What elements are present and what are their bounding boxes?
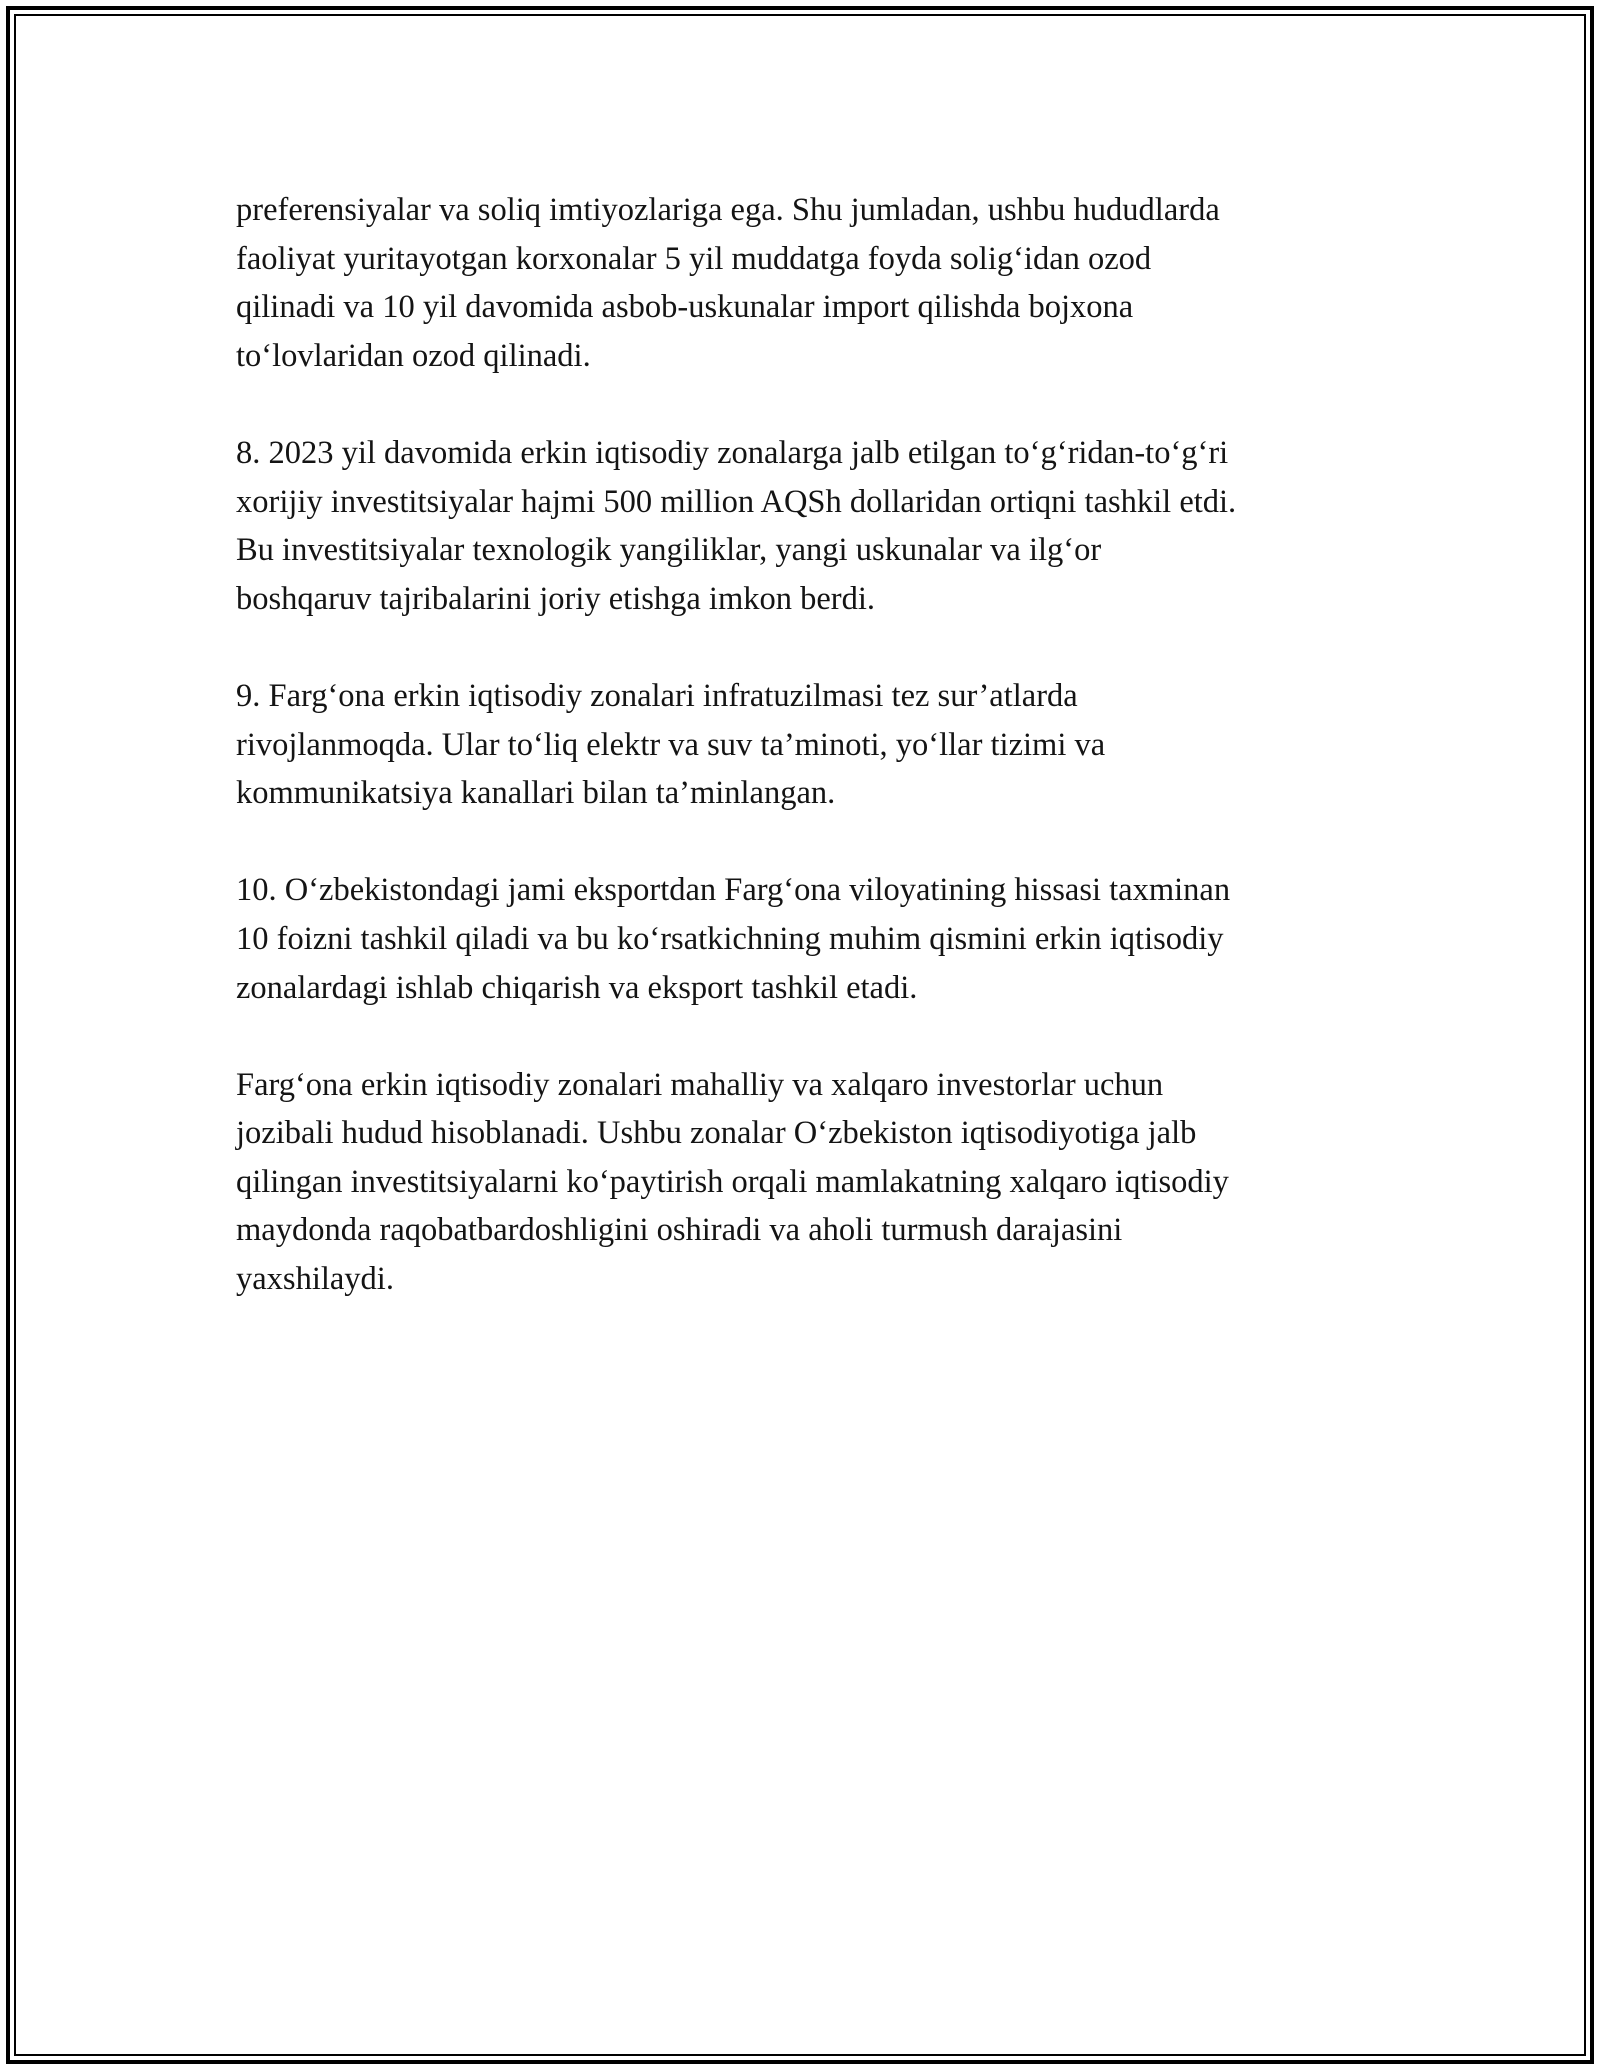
text-line: boshqaruv tajribalarini joriy etishga imkon berdi. <box>236 580 876 617</box>
paragraph-item-10 <box>236 866 1396 1012</box>
text-line: to‘lovlaridan ozod qilinadi. <box>236 337 591 374</box>
text-line: kommunikatsiya kanallari bilan ta’minlangan. <box>236 775 836 812</box>
text-line: 10 foizni tashkil qiladi va bu ko‘rsatkichning muhim qismini erkin iqtisodiy <box>236 920 1224 957</box>
paragraph-conclusion <box>236 1061 1396 1304</box>
text-line: 10. O‘zbekistondagi jami eksportdan Farg‘ona viloyatining hissasi taxminan <box>236 872 1231 909</box>
text-line: jozibali hudud hisoblanadi. Ushbu zonalar O‘zbekiston iqtisodiyotiga jalb <box>236 1115 1197 1152</box>
text-line: qilinadi va 10 yil davomida asbob-uskunalar import qilishda bojxona <box>236 289 1134 326</box>
text-line: maydonda raqobatbardoshligini oshiradi va aholi turmush darajasini <box>236 1212 1123 1249</box>
document-body <box>236 186 1396 1352</box>
text-line: yaxshilaydi. <box>236 1261 394 1298</box>
text-line: zonalardagi ishlab chiqarish va eksport tashkil etadi. <box>236 969 918 1006</box>
paragraph-item-9 <box>236 672 1396 818</box>
text-line: faoliyat yuritayotgan korxonalar 5 yil muddatga foyda solig‘idan ozod <box>236 240 1152 277</box>
text-line: rivojlanmoqda. Ular to‘liq elektr va suv ta’minoti, yo‘llar tizimi va <box>236 726 1106 763</box>
paragraph-preferences <box>236 186 1396 380</box>
paragraph-item-8 <box>236 429 1396 623</box>
text-line: xorijiy investitsiyalar hajmi 500 million AQSh dollaridan ortiqni tashkil etdi. <box>236 483 1237 520</box>
text-line: preferensiyalar va soliq imtiyozlariga ega. Shu jumladan, ushbu hududlarda <box>236 192 1220 228</box>
text-line: Bu investitsiyalar texnologik yangiliklar, yangi uskunalar va ilg‘or <box>236 532 1102 569</box>
text-line: Farg‘ona erkin iqtisodiy zonalari mahalliy va xalqaro investorlar uchun <box>236 1066 1164 1103</box>
text-line: qilingan investitsiyalarni ko‘paytirish orqali mamlakatning xalqaro iqtisodiy <box>236 1163 1229 1200</box>
text-line: 8. 2023 yil davomida erkin iqtisodiy zonalarga jalb etilgan to‘g‘ridan-to‘g‘ri <box>236 434 1229 471</box>
text-line: 9. Farg‘ona erkin iqtisodiy zonalari infratuzilmasi tez sur’atlarda <box>236 677 1078 714</box>
